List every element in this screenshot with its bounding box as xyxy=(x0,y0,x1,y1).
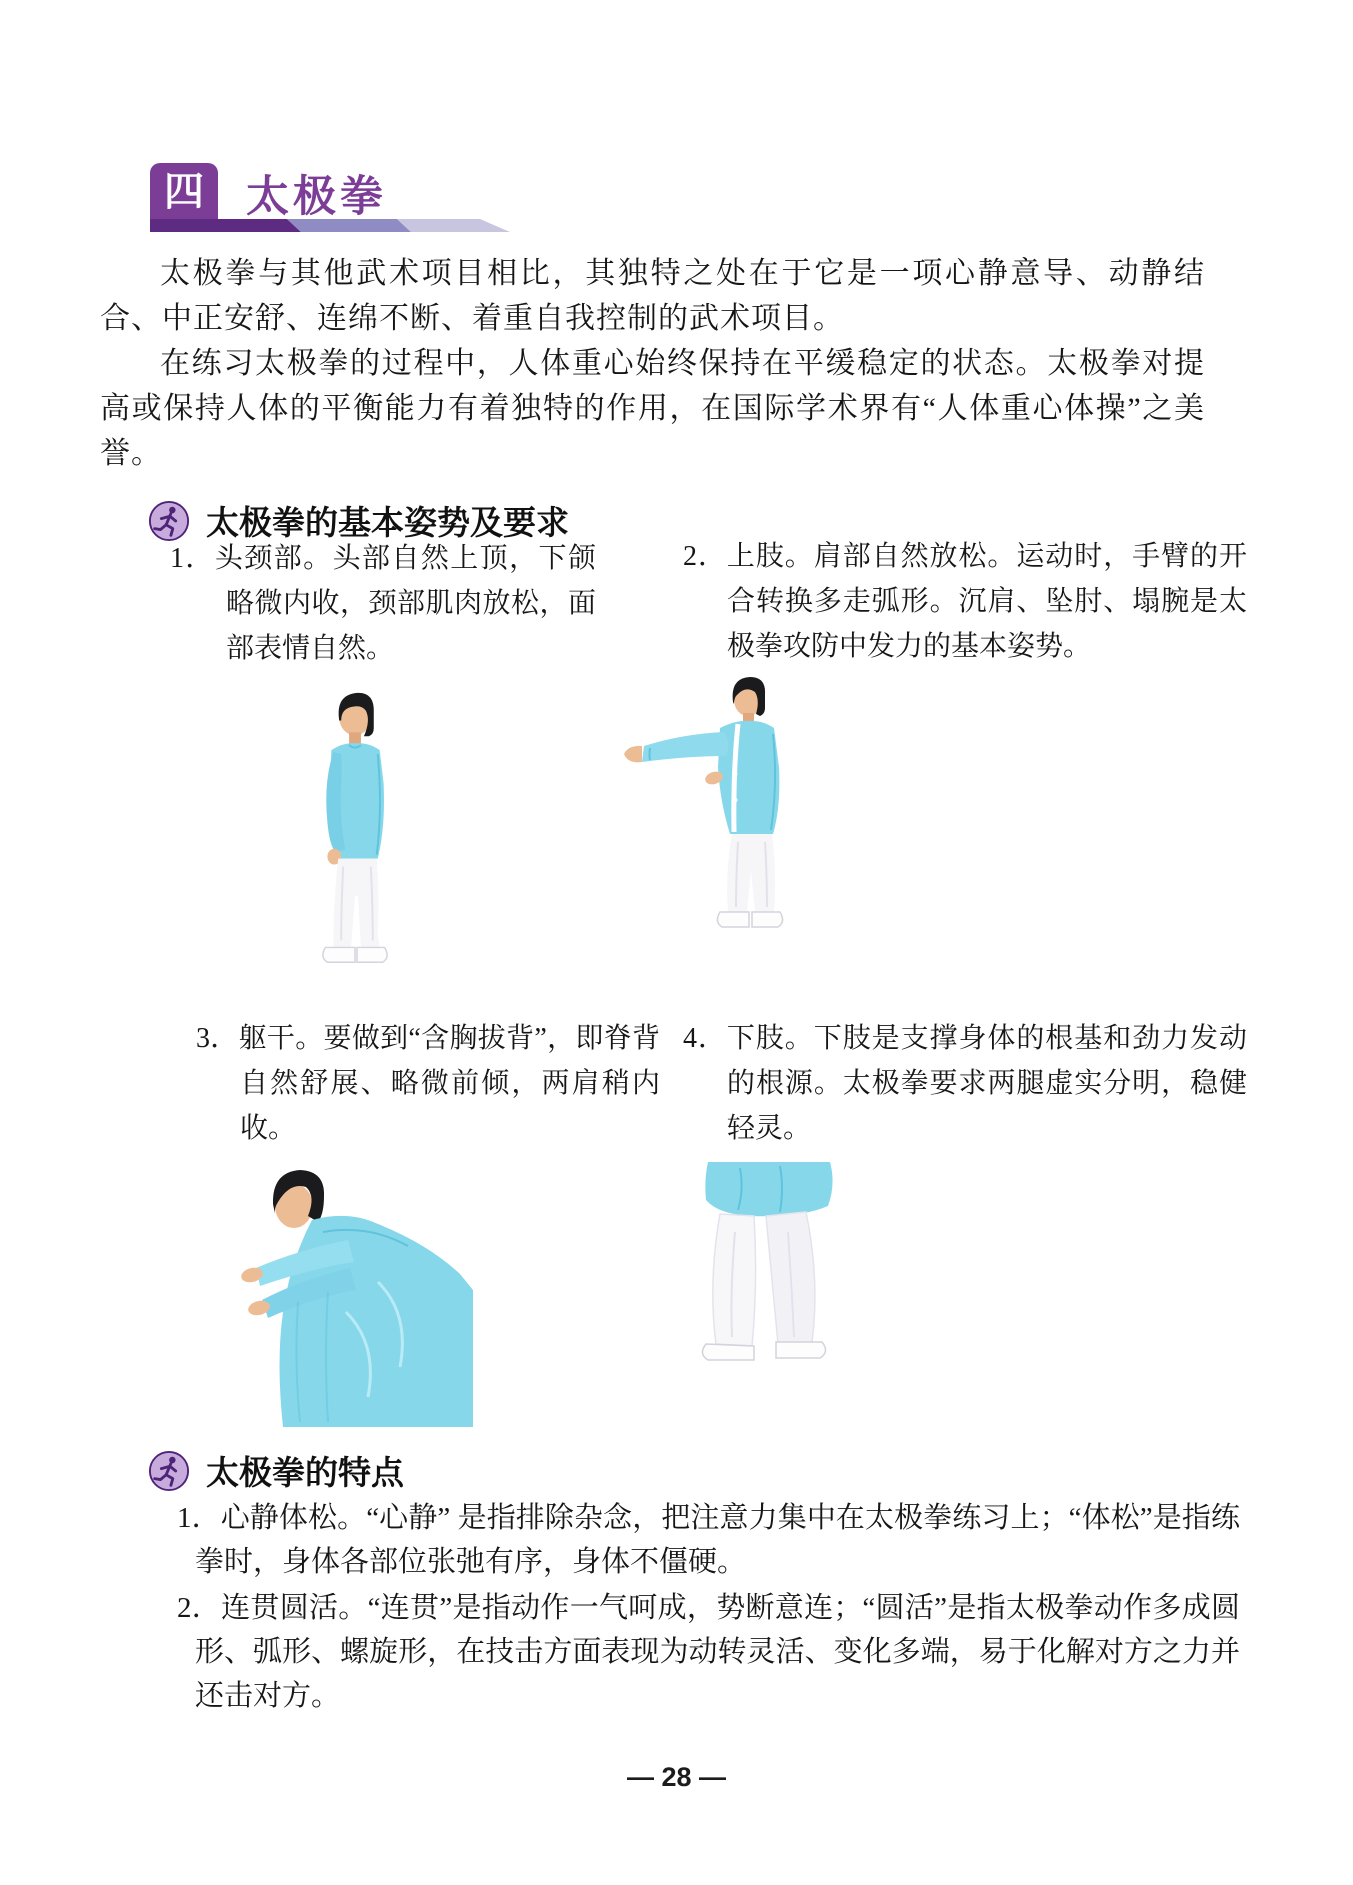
item-text: 心静体松。“心静” 是指排除杂念，把注意力集中在太极拳练习上；“体松”是指练拳时，身体各部位张弛有序，身体不僵硬。 xyxy=(195,1502,1240,1578)
item-text: 连贯圆活。“连贯”是指动作一气呵成，势断意连；“圆活”是指太极拳动作多成圆形、弧形、螺旋形，在技击方面表现为动转灵活、变化多端，易于化解对方之力并还击对方。 xyxy=(195,1592,1240,1712)
photo-standing-head-neck-posture xyxy=(282,688,430,976)
feature-item-continuous-round xyxy=(177,1586,1240,1718)
page-number: — 28 — xyxy=(626,1762,727,1792)
list-item-head-neck xyxy=(170,536,596,671)
intro-paragraph-1: 太极拳与其他武术项目相比，其独特之处在于它是一项心静意导、动静结合、中正安舒、连绵不断、着重自我控制的武术项目。 xyxy=(100,257,1205,335)
feature-item-calm-relaxed xyxy=(177,1496,1240,1584)
photo-upper-limb-extended-arm-posture xyxy=(602,672,842,944)
list-item-trunk xyxy=(196,1016,660,1151)
section-title: 太极拳的特点 xyxy=(206,1454,404,1491)
item-number: 3． xyxy=(196,1023,239,1054)
list-item-lower-limb xyxy=(683,1016,1247,1151)
chapter-title: 太极拳 xyxy=(246,173,387,221)
item-text: 上肢。肩部自然放松。运动时，手臂的开合转换多走弧形。沉肩、坠肘、塌腕是太极拳攻防中发力的基本姿势。 xyxy=(726,541,1247,662)
item-number: 2． xyxy=(683,541,727,572)
section-heading-characteristics xyxy=(148,1447,404,1494)
photo-trunk-bent-forward-posture xyxy=(228,1162,473,1427)
list-item-upper-limb xyxy=(683,534,1247,669)
item-text: 躯干。要做到“含胸拔背”，即脊背自然舒展、略微前倾，两肩稍内收。 xyxy=(238,1023,660,1144)
running-figure-icon xyxy=(148,1450,190,1492)
item-text: 头颈部。头部自然上顶，下颌略微内收，颈部肌肉放松，面部表情自然。 xyxy=(214,543,596,664)
section-title: 太极拳的基本姿势及要求 xyxy=(206,504,569,541)
item-text: 下肢。下肢是支撑身体的根基和劲力发动的根源。太极拳要求两腿虚实分明，稳健轻灵。 xyxy=(726,1023,1247,1144)
intro-block xyxy=(100,251,1205,476)
item-number: 2． xyxy=(177,1592,222,1624)
intro-paragraph-2: 在练习太极拳的过程中，人体重心始终保持在平缓稳定的状态。太极拳对提高或保持人体的平衡能力有着独特的作用，在国际学术界有“人体重心体操”之美誉。 xyxy=(100,347,1205,470)
photo-lower-limb-stance xyxy=(680,1162,855,1387)
item-number: 1． xyxy=(177,1502,221,1534)
chapter-number: 四 xyxy=(164,170,204,214)
item-number: 1． xyxy=(170,543,215,574)
item-number: 4． xyxy=(683,1023,727,1054)
